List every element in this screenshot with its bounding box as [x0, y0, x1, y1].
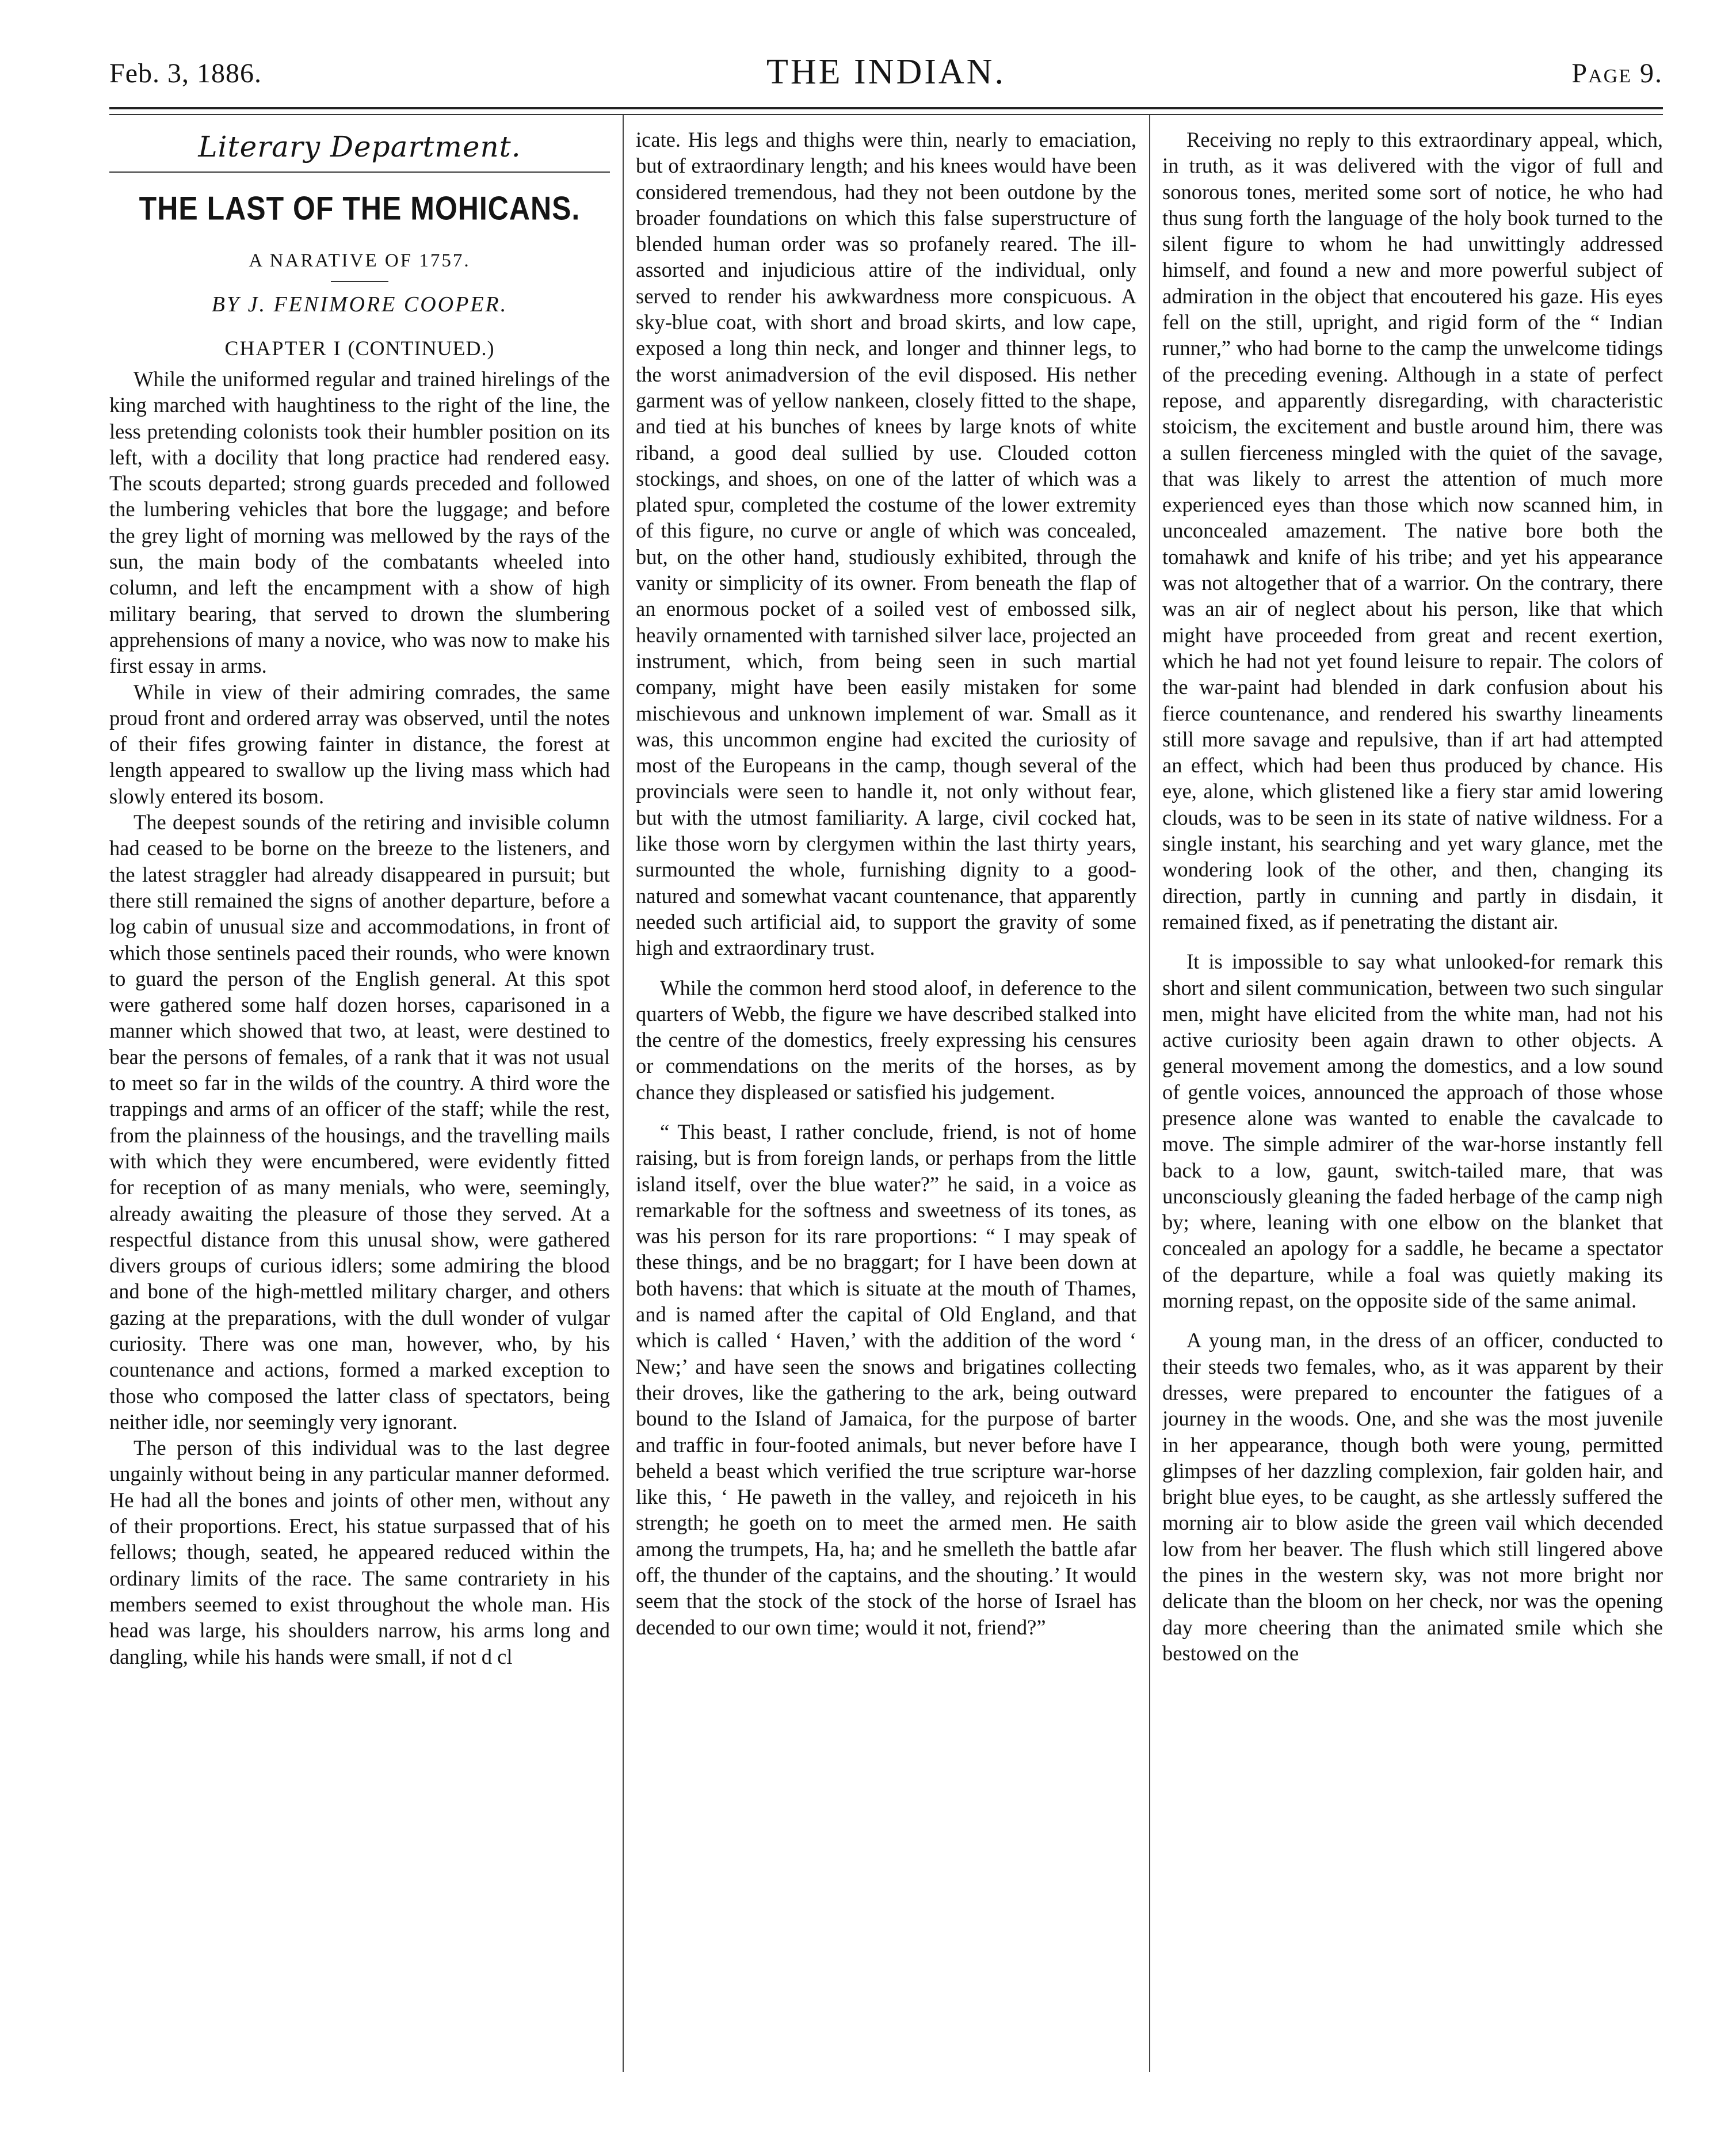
paragraph: “ This beast, I rather conclude, friend, is not of home raising, but is from foreign lands, or perhaps from the little island itself, over the blue water?” he said, in a voice as remarkable for the softness and sweetness of its tones, as was his person for its rare proportions: “ I may speak of these things, and be no braggart; for I have been down at both havens: that which is situate at the mouth of Thames, and is named after the capital of Old England, and that which is called ‘ Haven,’ with the addition of the word ‘ New;’ and have seen the snows and brigatines collecting their droves, like the gathering to the ark, being outward bound to the Island of Jamaica, for the purpose of barter and traffic in four-footed animals, but never before have I beheld a beast which verified the true scripture war-horse like this, ‘ He paweth in the valley, and rejoiceth in his strength; he goeth on to meet the armed men. He saith among the trumpets, Ha, ha; and he smelleth the battle afar off, the thunder of the captains, and the shouting.’ It would seem that the stock of the stock of the horse of Israel has decended to our own time; would it not, friend?”	[636, 1119, 1136, 1639]
paper-title: THE INDIAN.	[766, 52, 1006, 92]
paragraph: The person of this individual was to the last degree ungainly without being in any particular manner deformed. He had all the bones and joints of other men, without any of their proportions. Erect, his statue surpassed that of his fellows; though, seated, he appeared reduced within the ordinary limits of the race. The same contrariety in his members seemed to exist throughout the whole man. His head was large, his shoulders narrow, his arms long and dangling, while his hands were small, if not d cl	[109, 1436, 610, 1668]
paragraph: While the common herd stood aloof, in deference to the quarters of Webb, the figure we have described stalked into the centre of the domestics, freely expressing his censures or commendations on the merits of the horses, as by chance they displeased or satisfied his judgement.	[636, 975, 1136, 1104]
paragraph: Receiving no reply to this extraordinary appeal, which, in truth, as it was delivered with the vigor of full and sonorous tones, merited some sort of notice, he who had thus sung forth the language of the holy book turned to the silent figure to whom he had unwittingly addressed himself, and found a new and more powerful subject of admiration in the object that encoutered his gaze. His eyes fell on the still, upright, and rigid form of the “ Indian runner,” who had borne to the camp the unwelcome tidings of the preceding evening. Although in a state of perfect repose, and apparently disregarding, with characteristic stoicism, the excitement and bustle around him, there was a sullen fierceness mingled with the quiet of the savage, that was likely to arrest the attention of much more experienced eyes than those which now scanned him, in unconcealed amazement. The native bore both the tomahawk and knife of his tribe; and yet his appearance was not altogether that of a warrior. On the contrary, there was an air of neglect about his person, like that which might have proceeded from great and recent exertion, which he had not yet found leisure to repair. The colors of the war-paint had blended in dark confusion about his fierce countenance, and rendered his swarthy lineaments still more savage and repulsive, than if art had attempted an effect, which had been thus produced by chance. His eye, alone, which glistened like a fiery star amid lowering clouds, was to be seen in its state of native wildness. For a single instant, his searching and yet wary glance, met the wondering look of the other, and then, changing its direction, partly in cunning and partly in disdain, it remained fixed, as if penetrating the distant air.	[1162, 128, 1663, 933]
story-subtitle: A NARATIVE OF 1757.	[249, 250, 471, 271]
paragraph: The deepest sounds of the retiring and invisible column had ceased to be borne on the breeze to the listeners, and the latest straggler had already disappeared in pursuit; but there still remained the signs of another departure, before a log cabin of unusual size and accommodations, in front of which those sentinels paced their rounds, who were known to guard the person of the English general. At this spot were gathered some half dozen horses, caparisoned in a manner which showed that two, at least, were destined to bear the persons of females, of a rank that it was not usual to meet so far in the wilds of the country. A third wore the trappings and arms of an officer of the staff; while the rest, from the plainness of the housings, and the travelling mails with which they were encumbered, were evidently fitted for reception of as many menials, who were, seemingly, already awaiting the pleasure of those they served. At a respectful distance from this unusal show, were gathered divers groups of curious idlers; some admiring the blood and bone of the high-mettled military charger, and others gazing at the preparations, with the dull wonder of vulgar curiosity. There was one man, however, who, by his countenance and actions, formed a marked exception to those who composed the latter class of spectators, being neither idle, nor seemingly very ignorant.	[109, 810, 610, 1434]
paragraph: While in view of their admiring comrades, the same proud front and ordered array was observed, until the notes of their fifes growing fainter in distance, the forest at length appeared to swallow up the living mass which had slowly entered its bosom.	[109, 680, 610, 808]
chapter-continued: (CONTINUED.)	[348, 337, 495, 360]
paragraph: While the uniformed regular and trained hirelings of the king marched with haughtiness to the right of the line, the less pretending colonists took their humbler position on its left, with a docility that long practice had rendered easy. The scouts departed; strong guards preceded and followed the lumbering vehicles that bore the luggage; and before the grey light of morning was mellowed by the rays of the sun, the main body of the combatants wheeled into column, and left the encampment with a show of high military bearing, that served to drown the slumbering apprehensions of many a novice, who was now to make his first essay in arms.	[109, 367, 610, 678]
column-1	[109, 127, 610, 2072]
column-divider	[1149, 115, 1150, 2072]
header-rule-thin	[109, 114, 1663, 115]
newspaper-page	[109, 52, 1663, 2078]
story-title: THE LAST OF THE MOHICANS.	[139, 189, 581, 227]
department-heading: Literary Department.	[198, 130, 521, 163]
paragraph: It is impossible to say what unlooked-for remark this short and silent communication, between two such singular men, might have elicited from the white man, had not his active curiosity been again drawn to other objects. A general movement among the domestics, and a low sound of gentle voices, announced the approach of those whose presence alone was wanted to enable the cavalcade to move. The simple admirer of the war-horse instantly fell back to a low, gaunt, switch-tailed mare, that was unconsciously gleaning the faded herbage of the camp nigh by; where, leaning with one elbow on the blanket that concealed an apology for a saddle, he became a spectator of the departure, while a foal was quietly making its morning repast, on the opposite side of the same animal.	[1162, 950, 1663, 1313]
paragraph: icate. His legs and thighs were thin, nearly to emaciation, but of extraordinary length; and his knees would have been considered tremendous, had they not been outdone by the broader foundations on which this false superstructure of blended human order was so profanely reared. The ill-assorted and injudicious attire of the individual, only served to render his awkwardness more conspicuous. A sky-blue coat, with short and broad skirts, and low cape, exposed a long thin neck, and longer and thinner legs, to the worst animadversion of the evil disposed. His nether garment was of yellow nankeen, closely fitted to the shape, and tied at his bunches of knees by large knots of white riband, a good deal sullied by use. Clouded cotton stockings, and shoes, on one of the latter of which was a plated spur, completed the costume of the lower extremity of this figure, no curve or angle of which was concealed, but, on the other hand, studiously exhibited, through the vanity or simplicity of its owner. From beneath the flap of an enormous pocket of a soiled vest of embossed silk, heavily ornamented with tarnished silver lace, projected an instrument, which, from being seen in such martial company, might have been easily mistaken for some mischievous and unknown implement of war. Small as it was, this uncommon engine had excited the curiosity of most of the Europeans in the camp, though several of the provincials were seen to handle it, not only without fear, but with the utmost familiarity. A large, civil cocked hat, like those worn by clergymen within the last thirty years, surmounted the whole, furnishing dignity to a good-natured and somewhat vacant countenance, that apparently needed such artificial aid, to support the gravity of some high and extraordinary trust.	[636, 128, 1136, 960]
story-byline: BY J. FENIMORE COOPER.	[211, 292, 508, 317]
chapter-number: CHAPTER I	[224, 337, 342, 360]
chapter-heading	[109, 334, 610, 363]
department-rule	[109, 172, 610, 173]
masthead	[109, 52, 1663, 104]
subtitle-rule	[331, 281, 388, 282]
issue-date: Feb. 3, 1886.	[109, 58, 262, 89]
header-rule	[109, 107, 1663, 109]
column-3	[1162, 127, 1663, 2072]
column-2	[636, 127, 1136, 2072]
column-divider	[623, 115, 624, 2072]
page-number: Page 9.	[1571, 58, 1663, 89]
paragraph: A young man, in the dress of an officer, conducted to their steeds two females, who, as it was apparent by their dresses, were prepared to encounter the fatigues of a journey in the woods. One, and she was the most juvenile in her appearance, though both were young, permitted glimpses of her dazzling complexion, fair golden hair, and bright blue eyes, to be caught, as she artlessly suffered the morning air to blow aside the green vail which decended low from her beaver. The flush which still lingered above the pines in the western sky, was not more bright nor delicate than the bloom on her check, nor was the opening day more cheering than the animated smile which she bestowed on the	[1162, 1328, 1663, 1665]
